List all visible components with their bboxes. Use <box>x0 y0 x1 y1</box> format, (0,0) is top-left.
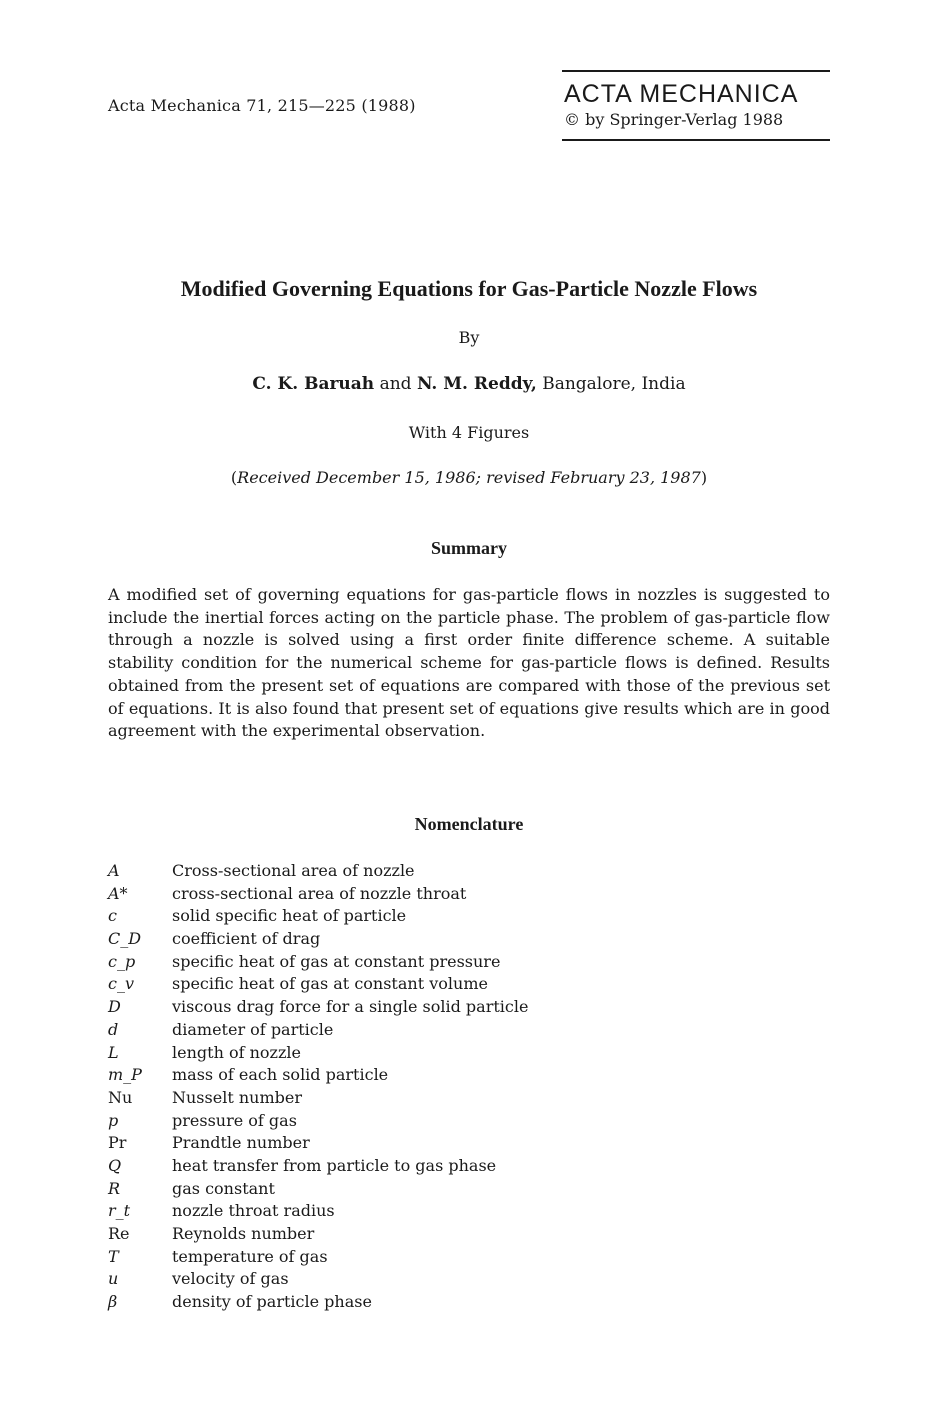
journal-masthead <box>562 70 830 141</box>
paper-title: Modified Governing Equations for Gas-Particle Nozzle Flows <box>180 276 758 301</box>
nomenclature-row <box>108 1178 708 1201</box>
nomenclature-row <box>108 883 708 906</box>
summary-heading: Summary <box>431 538 507 558</box>
nomenclature-definition: length of nozzle <box>172 1042 301 1062</box>
nomenclature-symbol: A <box>108 861 120 880</box>
author-location: Bangalore, India <box>542 374 686 394</box>
nomenclature-symbol: Q <box>108 1155 122 1175</box>
paren-close: ) <box>700 468 708 487</box>
nomenclature-definition: Cross-sectional area of nozzle <box>172 861 415 880</box>
nomenclature-definition: solid specific heat of particle <box>172 906 407 926</box>
nomenclature-symbol: m_P <box>108 1065 142 1085</box>
nomenclature-symbol: C_D <box>108 929 142 949</box>
nomenclature-symbol: p <box>108 1110 119 1130</box>
author-1: C. K. Baruah <box>252 374 375 394</box>
nomenclature-row <box>108 1155 708 1178</box>
nomenclature-definition: specific heat of gas at constant pressure <box>172 951 501 971</box>
nomenclature-symbol: Pr <box>108 1133 127 1153</box>
nomenclature-symbol: c_p <box>108 951 136 971</box>
citation-line: Acta Mechanica 71, 215—225 (1988) <box>108 96 416 115</box>
figures-note: With 4 Figures <box>408 423 530 442</box>
nomenclature-row <box>108 1223 708 1246</box>
nomenclature-row <box>108 996 708 1019</box>
nomenclature-row <box>108 973 708 996</box>
nomenclature-definition: velocity of gas <box>172 1269 289 1289</box>
paren-open: ( <box>230 468 238 487</box>
nomenclature-symbol: d <box>108 1019 119 1039</box>
nomenclature-row <box>108 1246 708 1269</box>
summary-text: A modified set of governing equations for gas-particle flows in nozzles is suggested to include the inertial forces acting on the particle phase. The problem of gas-particle flow through a nozzle is solved using a first order finite difference scheme. A suitable stability condition for the numerical scheme for gas-particle flows is defined. Results obtained from the present set of equations are compared with those of the previous set of equations. It is also found that present set of equations give results which are in good agreement with the experimental observation. <box>108 585 830 741</box>
nomenclature-row <box>108 1291 708 1314</box>
nomenclature-symbol: u <box>108 1269 119 1289</box>
nomenclature-row <box>108 1087 708 1110</box>
nomenclature-symbol: c_v <box>108 974 134 994</box>
nomenclature-row <box>108 1110 708 1133</box>
nomenclature-symbol: L <box>108 1042 119 1062</box>
authors-and: and <box>379 374 412 394</box>
nomenclature-definition: mass of each solid particle <box>172 1065 389 1085</box>
nomenclature-row <box>108 1268 708 1291</box>
nomenclature-definition: pressure of gas <box>172 1110 297 1130</box>
nomenclature-definition: density of particle phase <box>172 1292 372 1312</box>
nomenclature-heading: Nomenclature <box>414 814 524 834</box>
author-2: N. M. Reddy, <box>416 374 537 394</box>
nomenclature-row <box>108 860 708 883</box>
nomenclature-row <box>108 1042 708 1065</box>
nomenclature-symbol: Re <box>108 1224 130 1243</box>
nomenclature-symbol: R <box>108 1178 121 1198</box>
nomenclature-definition: coefficient of drag <box>172 929 321 949</box>
nomenclature-definition: gas constant <box>172 1178 275 1198</box>
authors-line <box>0 374 938 394</box>
nomenclature-definition: cross-sectional area of nozzle throat <box>172 883 467 903</box>
nomenclature-definition: heat transfer from particle to gas phase <box>172 1155 497 1175</box>
nomenclature-definition: Nusselt number <box>172 1087 302 1107</box>
nomenclature-row <box>108 1200 708 1223</box>
by-line: By <box>458 328 480 347</box>
nomenclature-definition: Prandtle number <box>172 1133 310 1153</box>
nomenclature-symbol: T <box>108 1246 119 1266</box>
nomenclature-row <box>108 1064 708 1087</box>
copyright-line: © by Springer-Verlag 1988 <box>564 110 784 129</box>
nomenclature-symbol: Nu <box>108 1087 133 1107</box>
received-text: Received December 15, 1986; revised February 23, 1987 <box>237 468 701 487</box>
nomenclature-symbol: r_t <box>108 1201 131 1221</box>
nomenclature-list <box>108 860 708 1314</box>
nomenclature-definition: diameter of particle <box>172 1019 334 1039</box>
nomenclature-definition: temperature of gas <box>172 1246 328 1266</box>
nomenclature-symbol: c <box>108 906 117 926</box>
nomenclature-symbol: D <box>108 997 121 1017</box>
nomenclature-definition: Reynolds number <box>172 1224 315 1243</box>
nomenclature-row <box>108 928 708 951</box>
nomenclature-definition: nozzle throat radius <box>172 1201 335 1221</box>
journal-name: ACTA MECHANICA <box>564 80 799 108</box>
nomenclature-symbol: β <box>108 1292 118 1312</box>
nomenclature-row <box>108 1019 708 1042</box>
nomenclature-row <box>108 951 708 974</box>
nomenclature-row <box>108 1132 708 1155</box>
received-dates <box>0 468 938 487</box>
nomenclature-definition: viscous drag force for a single solid particle <box>172 997 529 1017</box>
nomenclature-row <box>108 905 708 928</box>
nomenclature-symbol: A* <box>108 883 128 903</box>
nomenclature-definition: specific heat of gas at constant volume <box>172 974 488 994</box>
